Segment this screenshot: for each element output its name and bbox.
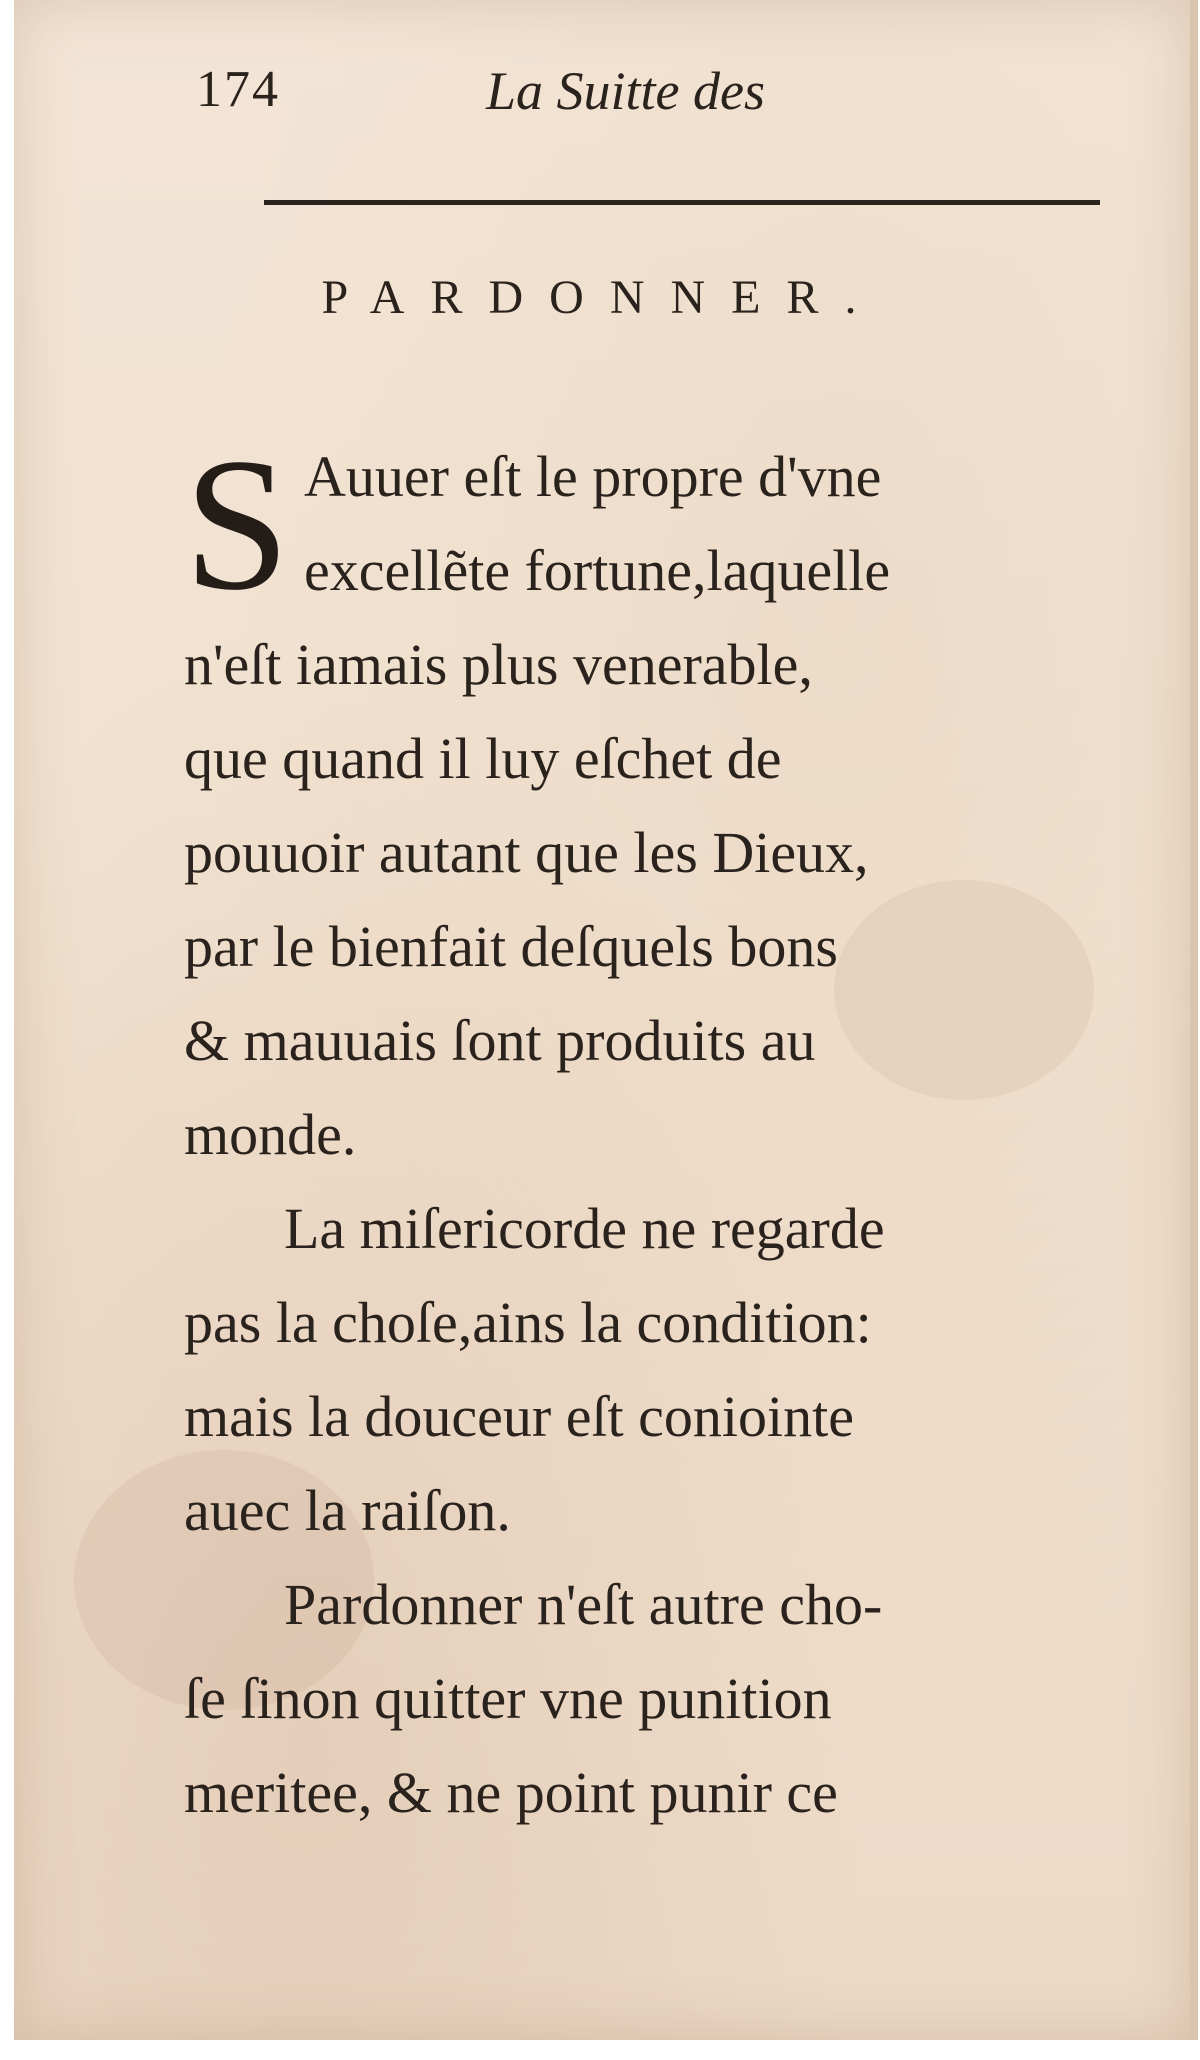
header-rule bbox=[264, 200, 1100, 205]
page-header bbox=[14, 60, 1190, 140]
text-line: ſe ſinon quitter vne punition bbox=[184, 1666, 832, 1731]
body-text bbox=[184, 420, 1124, 1840]
text-line: mais la douceur eſt coniointe bbox=[184, 1384, 855, 1449]
page-number: 174 bbox=[196, 61, 280, 118]
running-head: La Suitte des bbox=[486, 61, 765, 121]
text-line: n'eſt iamais plus venerable, bbox=[184, 632, 813, 697]
book-page bbox=[14, 0, 1198, 2040]
paragraph-1 bbox=[184, 420, 1124, 1182]
section-title: PARDONNER. bbox=[321, 271, 883, 324]
drop-cap: S bbox=[184, 420, 290, 630]
text-line: Pardonner n'eſt autre cho- bbox=[284, 1572, 883, 1637]
paragraph-2 bbox=[184, 1182, 1124, 1558]
text-line: excellẽte fortune,laquelle bbox=[304, 538, 891, 603]
text-line: par le bienfait deſquels bons bbox=[184, 914, 838, 979]
text-line: pouuoir autant que les Dieux, bbox=[184, 820, 869, 885]
text-line: pas la choſe,ains la condition: bbox=[184, 1290, 872, 1355]
text-line: auec la raiſon. bbox=[184, 1478, 511, 1543]
text-line: & mauuais ſont produits au bbox=[184, 1008, 816, 1073]
paragraph-3 bbox=[184, 1558, 1124, 1840]
text-line: meritee, & ne point punir ce bbox=[184, 1760, 838, 1825]
text-line: La miſericorde ne regarde bbox=[284, 1196, 885, 1261]
text-line: monde. bbox=[184, 1102, 357, 1167]
text-line: Auuer eſt le propre d'vne bbox=[304, 444, 882, 509]
text-line: que quand il luy eſchet de bbox=[184, 726, 782, 791]
